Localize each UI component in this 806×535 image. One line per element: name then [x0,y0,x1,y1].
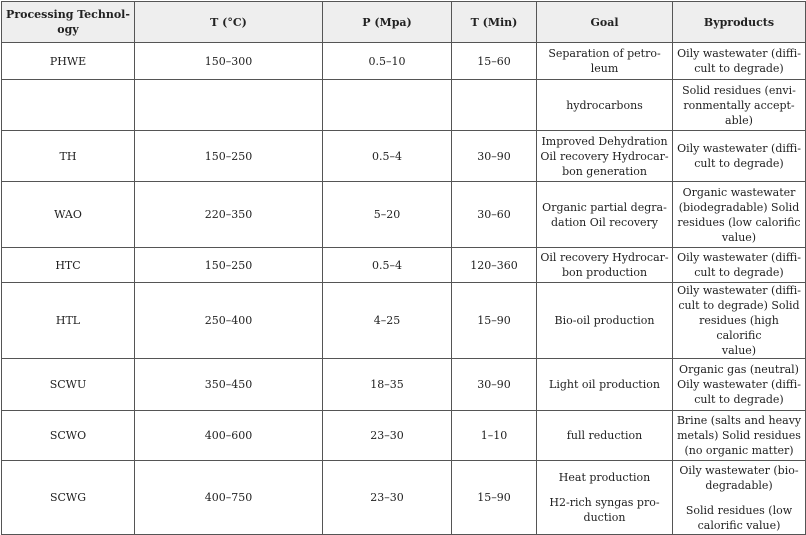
cell-temperature: 250–400 [135,283,323,359]
cell-text-line: cult to degrade) Solid [678,299,800,312]
cell-text-line: bon generation [562,164,647,178]
header-time: T (Min) [452,2,537,43]
cell-text-line: Oily wastewater (bio- [679,463,799,477]
cell-text-line: leum [590,62,619,75]
cell-text-line: (no organic matter) [684,444,794,457]
cell-text-line: H2-rich syngas pro- [549,496,660,509]
table-row [2,359,806,411]
cell-pressure: 5–20 [323,182,452,248]
cell-goal [537,411,673,461]
cell-pressure: 23–30 [323,461,452,535]
cell-text-line: cult to degrade) [694,393,784,406]
cell-technology [2,80,135,131]
cell-goal [537,131,673,182]
cell-text-line: able) [725,113,753,127]
cell-technology: PHWE [2,43,135,80]
cell-text-line: ronmentally accept- [683,98,795,112]
cell-byproducts [673,359,806,411]
cell-pressure: 18–35 [323,359,452,411]
cell-byproducts [673,461,806,535]
cell-goal [537,182,673,248]
cell-technology: SCWO [2,411,135,461]
cell-time: 120–360 [452,248,537,283]
cell-text-line: Separation of petro- [548,47,661,60]
cell-text-line: duction [583,511,626,524]
table-row [2,461,806,535]
cell-technology: WAO [2,182,135,248]
cell-temperature: 150–250 [135,131,323,182]
cell-goal [537,248,673,283]
table-body [2,43,806,535]
cell-time [452,80,537,131]
cell-time: 30–90 [452,131,537,182]
cell-text-line: residues (low calorific [677,215,801,229]
table-row [2,248,806,283]
table-row [2,411,806,461]
cell-text-line: cult to degrade) [694,62,784,75]
cell-text-line: (biodegradable) Solid [678,200,800,214]
table-row [2,43,806,80]
cell-text-line: bon production [561,266,648,279]
header-byproducts: Byproducts [673,2,806,43]
cell-text-line: Organic wastewater [682,185,796,199]
cell-temperature [135,80,323,131]
cell-text-line: Heat production [558,471,651,484]
cell-time: 15–90 [452,461,537,535]
cell-pressure: 4–25 [323,283,452,359]
cell-time: 15–60 [452,43,537,80]
cell-text-line: cult to degrade) [694,157,784,170]
cell-technology: TH [2,131,135,182]
header-label: Processing Technol-ogy [6,8,130,36]
cell-text-line: Organic gas (neutral) [679,363,799,376]
cell-pressure: 0.5–10 [323,43,452,80]
cell-goal [537,80,673,131]
cell-byproducts [673,131,806,182]
header-pressure: P (Mpa) [323,2,452,43]
cell-pressure: 0.5–4 [323,248,452,283]
cell-technology: SCWU [2,359,135,411]
cell-time: 30–60 [452,182,537,248]
header-row [2,2,806,43]
cell-text-line: value) [721,344,757,357]
processing-technology-table [1,1,806,535]
cell-text-line: Light oil production [549,378,660,391]
cell-byproducts [673,248,806,283]
cell-byproducts [673,80,806,131]
cell-text-line: metals) Solid residues [677,429,801,442]
line-gap [676,493,802,503]
cell-text-line: value) [721,230,757,244]
header-processing-technology [2,2,135,43]
cell-temperature: 150–250 [135,248,323,283]
cell-byproducts [673,43,806,80]
table-row [2,283,806,359]
cell-pressure [323,80,452,131]
cell-text-line: Oily wastewater (diffi- [677,284,801,297]
cell-text-line: full reduction [566,429,643,442]
cell-goal [537,43,673,80]
cell-text-line: hydrocarbons [566,98,643,112]
cell-text-line: Oily wastewater (diffi- [677,142,801,155]
table-row [2,182,806,248]
cell-text-line: Brine (salts and heavy [676,414,802,427]
table-row [2,80,806,131]
cell-pressure: 23–30 [323,411,452,461]
cell-text-line: Solid residues (envi- [682,83,796,97]
cell-text-line: cult to degrade) [694,266,784,279]
cell-text-line: Solid residues (low [685,503,793,517]
cell-text-line: dation Oil recovery [550,215,659,229]
cell-byproducts [673,283,806,359]
cell-temperature: 400–750 [135,461,323,535]
cell-text-line: Oil recovery Hydrocar- [540,149,669,163]
cell-time: 30–90 [452,359,537,411]
cell-temperature: 400–600 [135,411,323,461]
cell-time: 15–90 [452,283,537,359]
cell-text-line: Oily wastewater (diffi- [677,251,801,264]
cell-temperature: 220–350 [135,182,323,248]
cell-time: 1–10 [452,411,537,461]
table-row [2,131,806,182]
cell-text-line: residues (high calorific [699,314,779,342]
cell-temperature: 350–450 [135,359,323,411]
cell-text-line: Oily wastewater (diffi- [677,47,801,60]
cell-goal [537,461,673,535]
cell-text-line: calorific value) [697,518,781,532]
cell-goal [537,359,673,411]
header-temperature: T (°C) [135,2,323,43]
cell-text-line: Organic partial degra- [542,200,667,214]
cell-text-line: Improved Dehydration [541,134,668,148]
cell-byproducts [673,411,806,461]
cell-temperature: 150–300 [135,43,323,80]
cell-goal [537,283,673,359]
cell-pressure: 0.5–4 [323,131,452,182]
cell-technology: HTL [2,283,135,359]
table-header [2,2,806,43]
cell-text-line: Oily wastewater (diffi- [677,378,801,391]
cell-text-line: Bio-oil production [554,314,655,327]
header-goal: Goal [537,2,673,43]
cell-technology: SCWG [2,461,135,535]
cell-technology: HTC [2,248,135,283]
cell-text-line: Oil recovery Hydrocar- [540,251,669,264]
cell-byproducts [673,182,806,248]
cell-text-line: degradable) [705,478,773,492]
line-gap [540,485,669,495]
